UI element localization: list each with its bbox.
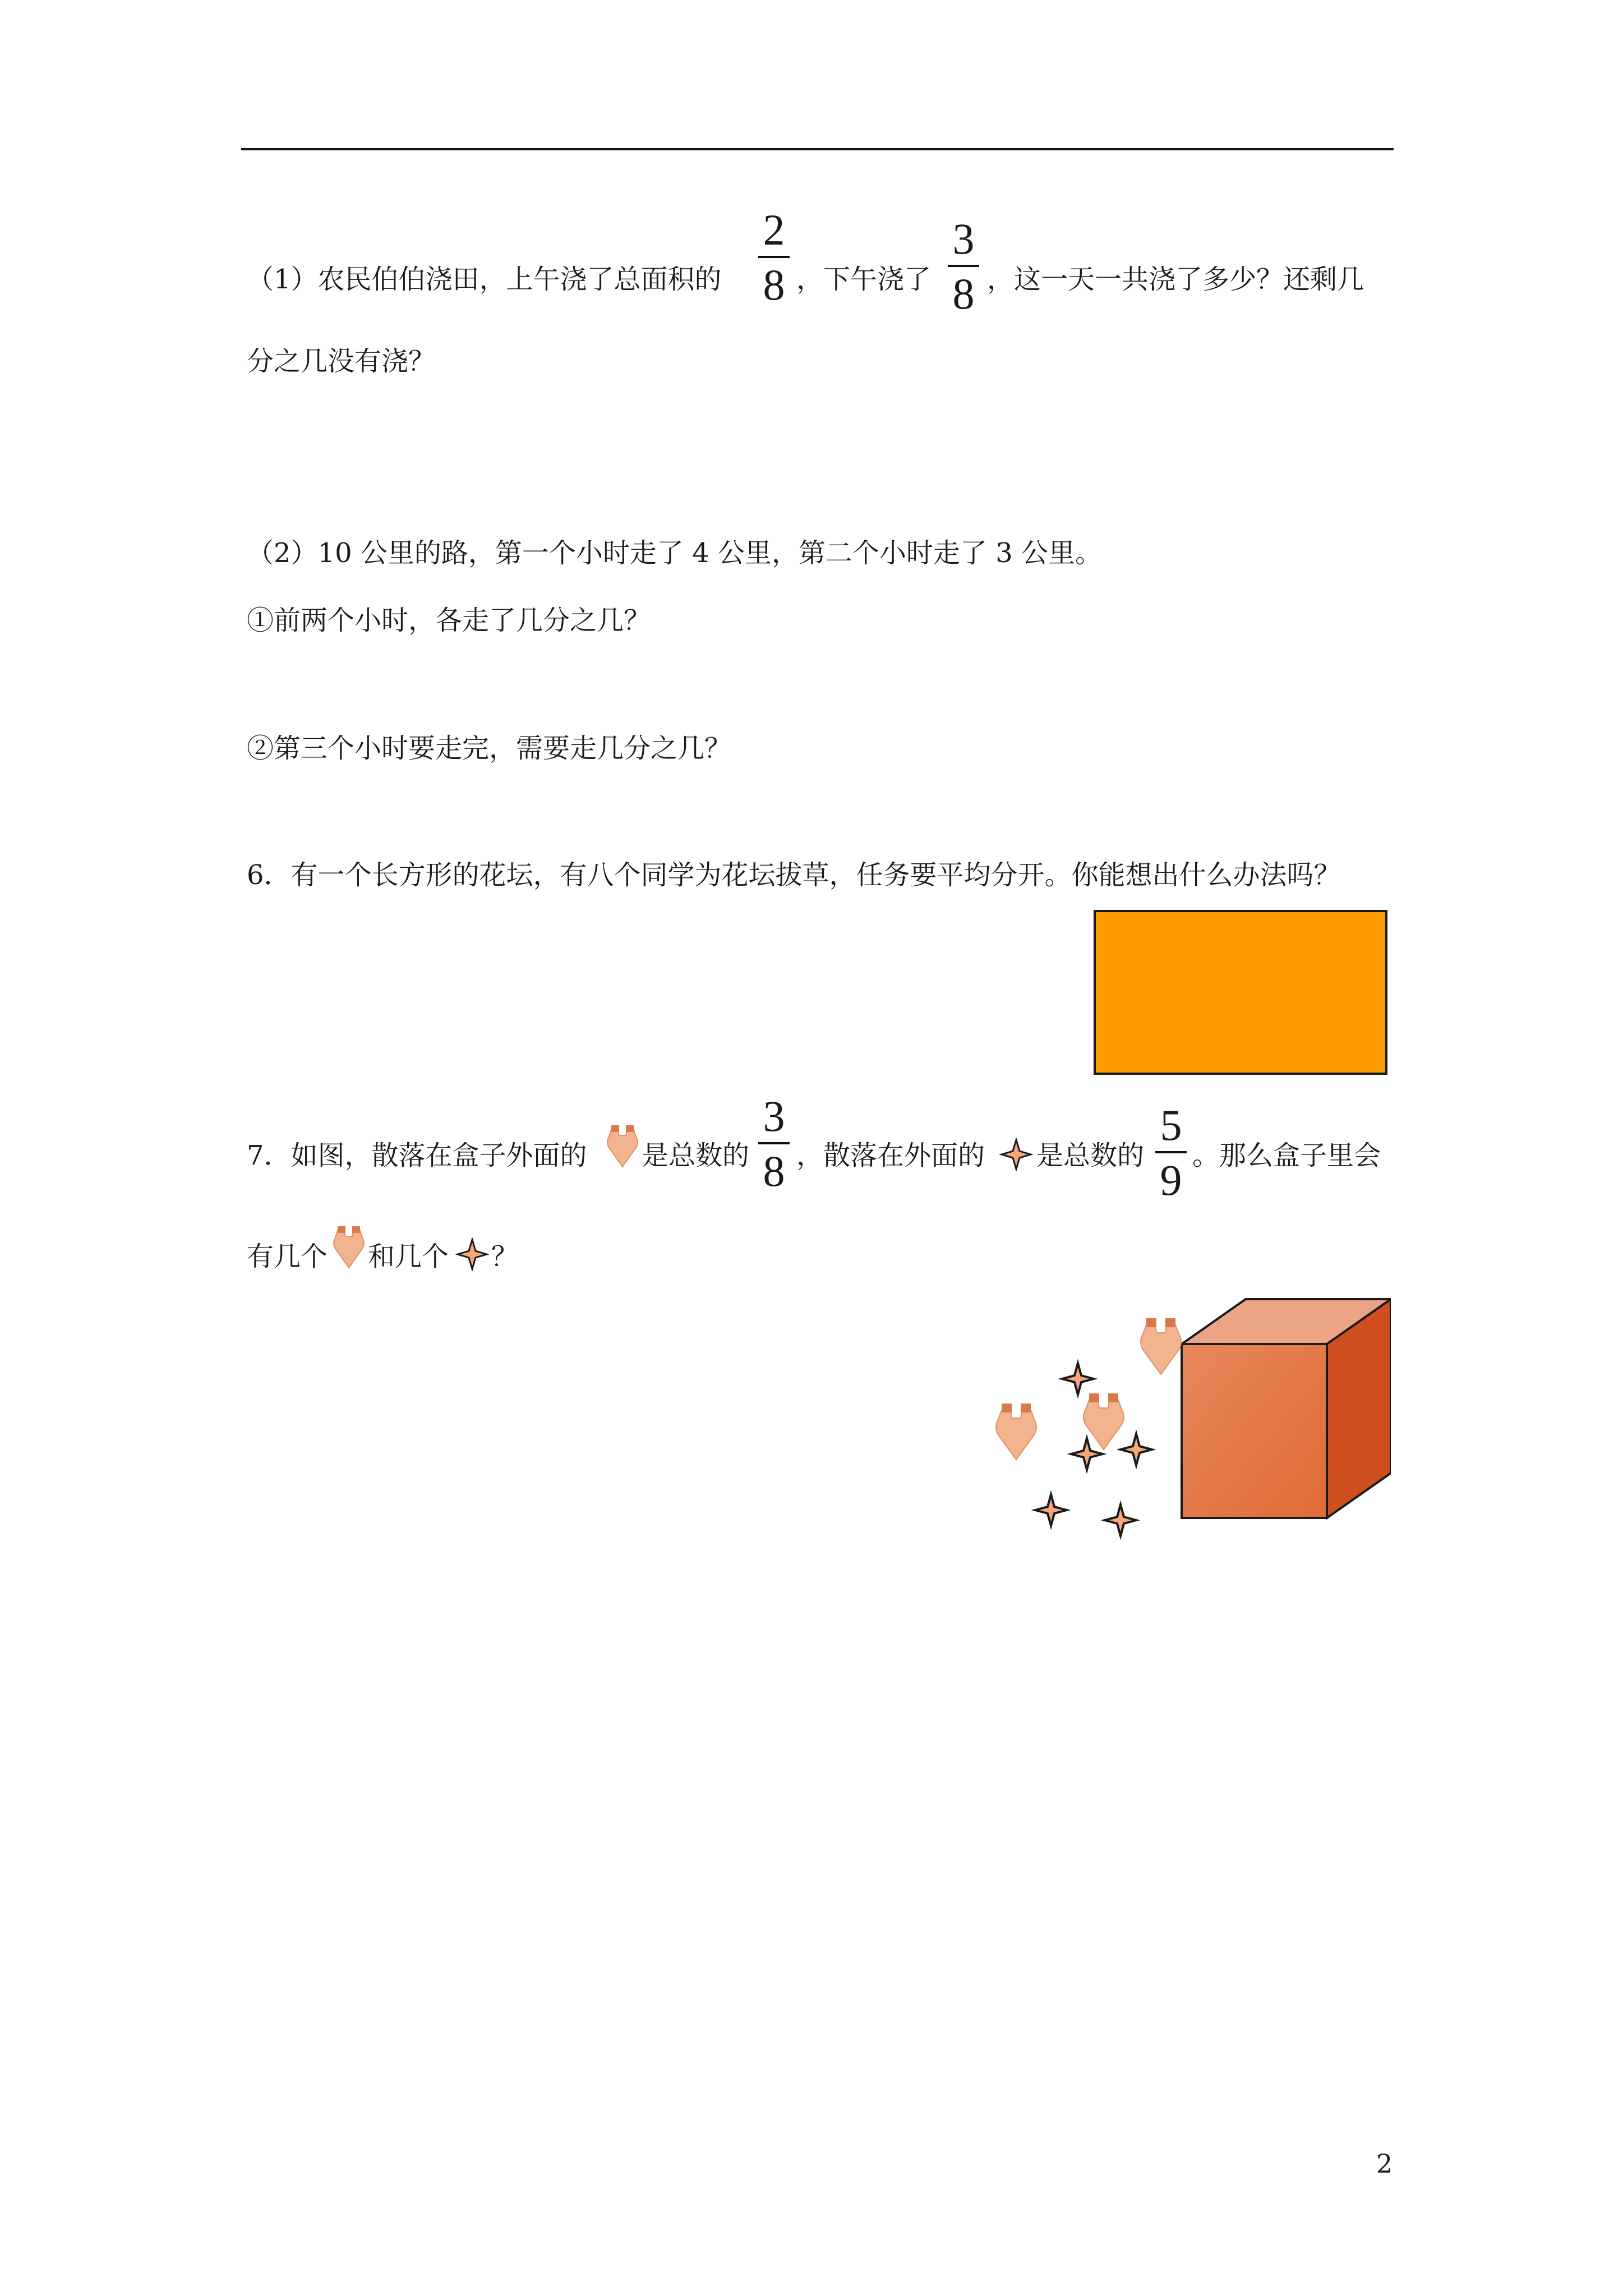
fraction-2-8 xyxy=(758,205,790,309)
heart-icon xyxy=(1083,1393,1124,1450)
header-rule xyxy=(241,148,1394,150)
frac-numerator: 5 xyxy=(1160,1101,1182,1149)
q5-1-text-c: ，这一天一共浇了多少？还剩几 xyxy=(987,264,1364,295)
star-icon xyxy=(1035,1494,1067,1526)
q5-1-text-a: （1）农民伯伯浇田，上午浇了总面积的 xyxy=(247,264,722,295)
frac-numerator: 3 xyxy=(763,1092,785,1140)
frac-bar xyxy=(758,1142,790,1144)
star-icon xyxy=(1121,1434,1152,1465)
frac-numerator: 3 xyxy=(952,214,975,263)
frac-bar xyxy=(948,265,979,267)
fraction-5-9 xyxy=(1155,1103,1187,1203)
star-icon xyxy=(1105,1504,1136,1536)
frac-denominator: 8 xyxy=(763,1147,785,1195)
frac-denominator: 8 xyxy=(952,269,975,318)
q7-text-b: 是总数的 xyxy=(642,1140,750,1171)
page-number: 2 xyxy=(1376,2148,1393,2179)
heart-icon xyxy=(606,1120,639,1170)
q7-text-h: ？ xyxy=(491,1241,519,1272)
q7-text-a: 7．如图，散落在盒子外面的 xyxy=(247,1140,587,1171)
heart-icon xyxy=(996,1404,1036,1460)
q6-text: 6．有一个长方形的花坛，有八个同学为花坛拔草，任务要平均分开。你能想出什么办法吗？ xyxy=(247,859,1341,891)
heart-icon xyxy=(1141,1318,1181,1374)
q5-1-text-b: ，下午浇了 xyxy=(796,264,932,295)
box-front-face xyxy=(1182,1344,1327,1518)
q7-text-c: ，散落在外面的 xyxy=(796,1140,985,1171)
q5-1-text-d: 分之几没有浇？ xyxy=(247,346,436,377)
q7-text-g: 和几个 xyxy=(368,1241,449,1272)
flowerbed-rectangle xyxy=(1094,910,1387,1075)
q5-2-sub2: ②第三个小时要走完，需要走几分之几？ xyxy=(247,733,732,764)
frac-bar xyxy=(758,256,790,258)
frac-bar xyxy=(1155,1151,1187,1153)
fraction-3-8 xyxy=(758,1094,790,1194)
q5-2-intro: （2）10 公里的路，第一个小时走了 4 公里，第二个小时走了 3 公里。 xyxy=(247,537,1102,569)
q7-text-e: 。那么盒子里会 xyxy=(1192,1140,1381,1171)
q5-2-sub1: ①前两个小时，各走了几分之几？ xyxy=(247,605,651,636)
heart-icon xyxy=(332,1221,366,1271)
box-illustration xyxy=(987,1290,1391,1548)
star-icon xyxy=(455,1237,489,1271)
q7-text-d: 是总数的 xyxy=(1036,1140,1145,1171)
frac-numerator: 2 xyxy=(763,205,785,254)
frac-denominator: 8 xyxy=(763,260,785,309)
fraction-3-8 xyxy=(948,214,979,318)
star-icon xyxy=(999,1138,1033,1171)
star-icon xyxy=(1071,1438,1103,1470)
star-icon xyxy=(1062,1363,1094,1395)
frac-denominator: 9 xyxy=(1160,1156,1182,1204)
q7-text-f: 有几个 xyxy=(247,1241,328,1272)
